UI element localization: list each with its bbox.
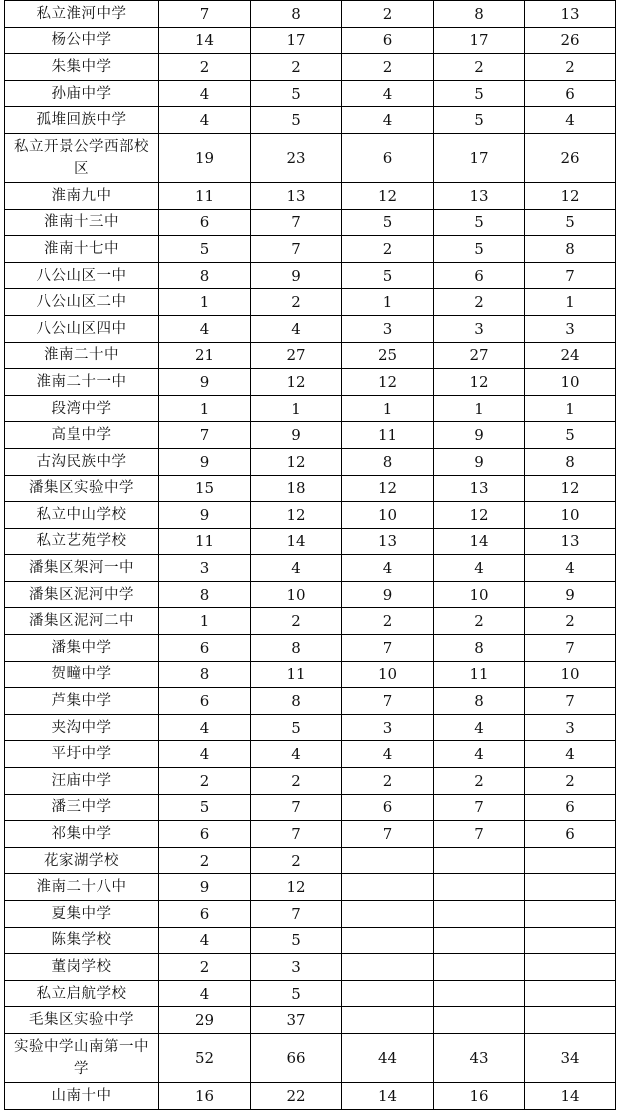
value-cell-col1: 9 (159, 448, 251, 475)
value-cell-col1: 2 (159, 954, 251, 981)
value-cell-col4: 8 (434, 688, 525, 715)
table-row (5, 475, 616, 502)
value-cell-col3: 6 (342, 794, 434, 821)
table-row (5, 794, 616, 821)
value-cell-col2: 4 (251, 555, 342, 582)
school-name-cell: 高皇中学 (5, 422, 159, 449)
value-cell-col2: 9 (251, 262, 342, 289)
value-cell-col1: 16 (159, 1082, 251, 1109)
table-row (5, 369, 616, 396)
table-row (5, 874, 616, 901)
value-cell-col1: 21 (159, 342, 251, 369)
value-cell-col3: 5 (342, 262, 434, 289)
value-cell-col3: 2 (342, 236, 434, 263)
value-cell-col2: 5 (251, 927, 342, 954)
value-cell-col3: 2 (342, 1, 434, 28)
value-cell-col3: 2 (342, 768, 434, 795)
value-cell-col3 (342, 847, 434, 874)
school-name-cell: 毛集区实验中学 (5, 1007, 159, 1034)
table-row (5, 980, 616, 1007)
value-cell-col5: 7 (525, 262, 616, 289)
value-cell-col5: 12 (525, 475, 616, 502)
value-cell-col2: 13 (251, 182, 342, 209)
value-cell-col3: 12 (342, 182, 434, 209)
value-cell-col4: 10 (434, 581, 525, 608)
value-cell-col3: 10 (342, 502, 434, 529)
table-row (5, 448, 616, 475)
value-cell-col4: 16 (434, 1082, 525, 1109)
value-cell-col1: 14 (159, 27, 251, 54)
value-cell-col3: 12 (342, 369, 434, 396)
value-cell-col3: 14 (342, 1082, 434, 1109)
value-cell-col5: 4 (525, 107, 616, 134)
value-cell-col1: 4 (159, 315, 251, 342)
value-cell-col4 (434, 874, 525, 901)
table-row (5, 555, 616, 582)
value-cell-col1: 3 (159, 555, 251, 582)
table-row (5, 954, 616, 981)
school-name-cell: 私立启航学校 (5, 980, 159, 1007)
school-name-cell: 八公山区四中 (5, 315, 159, 342)
school-name-cell: 潘三中学 (5, 794, 159, 821)
school-name-cell: 祁集中学 (5, 821, 159, 848)
value-cell-col5: 10 (525, 369, 616, 396)
school-name-cell: 杨公中学 (5, 27, 159, 54)
table-row (5, 209, 616, 236)
table-row (5, 1007, 616, 1034)
value-cell-col4: 11 (434, 661, 525, 688)
school-name-cell: 八公山区二中 (5, 289, 159, 316)
table-row (5, 927, 616, 954)
table-row (5, 236, 616, 263)
value-cell-col5 (525, 901, 616, 928)
table-row (5, 847, 616, 874)
value-cell-col3 (342, 954, 434, 981)
value-cell-col1: 19 (159, 133, 251, 182)
value-cell-col1: 7 (159, 422, 251, 449)
value-cell-col3 (342, 874, 434, 901)
table-row (5, 107, 616, 134)
value-cell-col2: 18 (251, 475, 342, 502)
school-name-cell: 实验中学山南第一中学 (5, 1033, 159, 1082)
value-cell-col1: 9 (159, 874, 251, 901)
value-cell-col5: 4 (525, 555, 616, 582)
value-cell-col4: 8 (434, 1, 525, 28)
value-cell-col3: 7 (342, 821, 434, 848)
value-cell-col2: 12 (251, 874, 342, 901)
value-cell-col1: 2 (159, 847, 251, 874)
value-cell-col4: 4 (434, 741, 525, 768)
value-cell-col5 (525, 847, 616, 874)
table-row (5, 1033, 616, 1082)
value-cell-col2: 17 (251, 27, 342, 54)
value-cell-col5: 4 (525, 741, 616, 768)
school-name-cell: 汪庙中学 (5, 768, 159, 795)
value-cell-col4 (434, 901, 525, 928)
table-row (5, 1082, 616, 1109)
value-cell-col4: 4 (434, 714, 525, 741)
value-cell-col4: 6 (434, 262, 525, 289)
value-cell-col3: 13 (342, 528, 434, 555)
value-cell-col3: 12 (342, 475, 434, 502)
value-cell-col2: 66 (251, 1033, 342, 1082)
value-cell-col1: 1 (159, 608, 251, 635)
school-name-cell: 夹沟中学 (5, 714, 159, 741)
value-cell-col4: 13 (434, 475, 525, 502)
table-row (5, 661, 616, 688)
table-row (5, 821, 616, 848)
value-cell-col3: 8 (342, 448, 434, 475)
school-name-cell: 潘集区实验中学 (5, 475, 159, 502)
school-quota-table (4, 0, 616, 1110)
value-cell-col4 (434, 980, 525, 1007)
school-name-cell: 夏集中学 (5, 901, 159, 928)
value-cell-col1: 29 (159, 1007, 251, 1034)
school-name-cell: 孤堆回族中学 (5, 107, 159, 134)
value-cell-col4: 27 (434, 342, 525, 369)
value-cell-col1: 2 (159, 54, 251, 81)
value-cell-col5: 10 (525, 661, 616, 688)
value-cell-col1: 6 (159, 821, 251, 848)
school-name-cell: 潘集中学 (5, 635, 159, 662)
value-cell-col4: 9 (434, 448, 525, 475)
table-row (5, 768, 616, 795)
value-cell-col5: 9 (525, 581, 616, 608)
school-name-cell: 淮南十三中 (5, 209, 159, 236)
value-cell-col4: 17 (434, 133, 525, 182)
value-cell-col4: 1 (434, 395, 525, 422)
value-cell-col3: 6 (342, 27, 434, 54)
value-cell-col1: 6 (159, 209, 251, 236)
school-name-cell: 淮南二十一中 (5, 369, 159, 396)
table-row (5, 289, 616, 316)
school-name-cell: 私立中山学校 (5, 502, 159, 529)
table-row (5, 182, 616, 209)
value-cell-col3: 4 (342, 555, 434, 582)
table-row (5, 262, 616, 289)
school-table-container (4, 0, 615, 1110)
value-cell-col2: 27 (251, 342, 342, 369)
value-cell-col1: 52 (159, 1033, 251, 1082)
value-cell-col4: 14 (434, 528, 525, 555)
school-name-cell: 陈集学校 (5, 927, 159, 954)
school-name-cell: 段湾中学 (5, 395, 159, 422)
value-cell-col4: 2 (434, 608, 525, 635)
value-cell-col2: 7 (251, 794, 342, 821)
school-name-cell: 潘集区架河一中 (5, 555, 159, 582)
value-cell-col5: 34 (525, 1033, 616, 1082)
value-cell-col1: 4 (159, 107, 251, 134)
value-cell-col2: 1 (251, 395, 342, 422)
value-cell-col4: 5 (434, 107, 525, 134)
value-cell-col5: 12 (525, 182, 616, 209)
table-row (5, 714, 616, 741)
value-cell-col1: 1 (159, 289, 251, 316)
school-name-cell: 私立开景公学西部校区 (5, 133, 159, 182)
value-cell-col5: 5 (525, 422, 616, 449)
value-cell-col1: 4 (159, 80, 251, 107)
value-cell-col2: 12 (251, 369, 342, 396)
value-cell-col4: 2 (434, 768, 525, 795)
value-cell-col1: 4 (159, 741, 251, 768)
value-cell-col3: 9 (342, 581, 434, 608)
value-cell-col5: 8 (525, 236, 616, 263)
value-cell-col2: 14 (251, 528, 342, 555)
value-cell-col3: 44 (342, 1033, 434, 1082)
value-cell-col2: 22 (251, 1082, 342, 1109)
table-body (5, 1, 616, 1110)
school-name-cell: 花家湖学校 (5, 847, 159, 874)
value-cell-col2: 12 (251, 448, 342, 475)
value-cell-col5: 2 (525, 768, 616, 795)
school-name-cell: 淮南九中 (5, 182, 159, 209)
value-cell-col1: 5 (159, 236, 251, 263)
value-cell-col2: 8 (251, 688, 342, 715)
value-cell-col1: 15 (159, 475, 251, 502)
school-name-cell: 淮南十七中 (5, 236, 159, 263)
value-cell-col1: 4 (159, 927, 251, 954)
value-cell-col5: 1 (525, 289, 616, 316)
table-row (5, 395, 616, 422)
value-cell-col1: 2 (159, 768, 251, 795)
value-cell-col2: 23 (251, 133, 342, 182)
school-name-cell: 孙庙中学 (5, 80, 159, 107)
school-name-cell: 山南十中 (5, 1082, 159, 1109)
value-cell-col4: 5 (434, 209, 525, 236)
value-cell-col2: 5 (251, 980, 342, 1007)
value-cell-col2: 7 (251, 901, 342, 928)
value-cell-col5: 6 (525, 794, 616, 821)
school-name-cell: 平圩中学 (5, 741, 159, 768)
value-cell-col3: 4 (342, 741, 434, 768)
value-cell-col5: 7 (525, 688, 616, 715)
value-cell-col3 (342, 980, 434, 1007)
value-cell-col5 (525, 1007, 616, 1034)
value-cell-col1: 8 (159, 661, 251, 688)
value-cell-col3: 25 (342, 342, 434, 369)
value-cell-col1: 9 (159, 369, 251, 396)
table-row (5, 315, 616, 342)
value-cell-col5: 10 (525, 502, 616, 529)
value-cell-col1: 8 (159, 262, 251, 289)
value-cell-col4: 8 (434, 635, 525, 662)
value-cell-col4: 9 (434, 422, 525, 449)
value-cell-col3: 3 (342, 315, 434, 342)
table-row (5, 901, 616, 928)
value-cell-col4: 4 (434, 555, 525, 582)
school-name-cell: 朱集中学 (5, 54, 159, 81)
value-cell-col5: 7 (525, 635, 616, 662)
value-cell-col3: 2 (342, 608, 434, 635)
value-cell-col3: 1 (342, 289, 434, 316)
value-cell-col2: 2 (251, 54, 342, 81)
value-cell-col3: 5 (342, 209, 434, 236)
value-cell-col4: 2 (434, 54, 525, 81)
value-cell-col2: 10 (251, 581, 342, 608)
value-cell-col5: 8 (525, 448, 616, 475)
value-cell-col5: 24 (525, 342, 616, 369)
school-name-cell: 潘集区泥河中学 (5, 581, 159, 608)
value-cell-col4: 5 (434, 236, 525, 263)
value-cell-col3 (342, 927, 434, 954)
value-cell-col2: 3 (251, 954, 342, 981)
value-cell-col5 (525, 874, 616, 901)
value-cell-col5: 2 (525, 608, 616, 635)
value-cell-col1: 11 (159, 182, 251, 209)
value-cell-col4: 43 (434, 1033, 525, 1082)
value-cell-col1: 6 (159, 635, 251, 662)
value-cell-col1: 6 (159, 901, 251, 928)
table-row (5, 581, 616, 608)
value-cell-col4 (434, 1007, 525, 1034)
table-row (5, 608, 616, 635)
value-cell-col2: 4 (251, 741, 342, 768)
value-cell-col3: 10 (342, 661, 434, 688)
value-cell-col3: 2 (342, 54, 434, 81)
value-cell-col2: 7 (251, 236, 342, 263)
value-cell-col3 (342, 901, 434, 928)
value-cell-col3: 3 (342, 714, 434, 741)
table-row (5, 27, 616, 54)
value-cell-col4 (434, 954, 525, 981)
value-cell-col1: 6 (159, 688, 251, 715)
value-cell-col5: 26 (525, 133, 616, 182)
value-cell-col1: 7 (159, 1, 251, 28)
school-name-cell: 淮南二十八中 (5, 874, 159, 901)
value-cell-col2: 5 (251, 714, 342, 741)
value-cell-col5: 6 (525, 80, 616, 107)
value-cell-col5 (525, 980, 616, 1007)
table-row (5, 688, 616, 715)
value-cell-col1: 4 (159, 714, 251, 741)
value-cell-col3 (342, 1007, 434, 1034)
value-cell-col4 (434, 927, 525, 954)
value-cell-col5: 14 (525, 1082, 616, 1109)
school-name-cell: 古沟民族中学 (5, 448, 159, 475)
value-cell-col2: 4 (251, 315, 342, 342)
table-row (5, 133, 616, 182)
value-cell-col4: 3 (434, 315, 525, 342)
value-cell-col5: 13 (525, 528, 616, 555)
value-cell-col3: 7 (342, 688, 434, 715)
value-cell-col2: 5 (251, 107, 342, 134)
school-name-cell: 潘集区泥河二中 (5, 608, 159, 635)
value-cell-col3: 11 (342, 422, 434, 449)
table-row (5, 342, 616, 369)
value-cell-col5 (525, 927, 616, 954)
value-cell-col5: 3 (525, 714, 616, 741)
table-row (5, 1, 616, 28)
table-row (5, 528, 616, 555)
value-cell-col5: 1 (525, 395, 616, 422)
value-cell-col4: 13 (434, 182, 525, 209)
school-name-cell: 贺疃中学 (5, 661, 159, 688)
value-cell-col2: 12 (251, 502, 342, 529)
value-cell-col2: 2 (251, 847, 342, 874)
table-row (5, 54, 616, 81)
value-cell-col3: 1 (342, 395, 434, 422)
value-cell-col2: 2 (251, 768, 342, 795)
table-row (5, 80, 616, 107)
value-cell-col2: 8 (251, 635, 342, 662)
value-cell-col1: 4 (159, 980, 251, 1007)
value-cell-col3: 4 (342, 107, 434, 134)
value-cell-col3: 4 (342, 80, 434, 107)
value-cell-col5: 2 (525, 54, 616, 81)
value-cell-col5: 5 (525, 209, 616, 236)
value-cell-col2: 2 (251, 608, 342, 635)
value-cell-col1: 8 (159, 581, 251, 608)
value-cell-col2: 7 (251, 209, 342, 236)
value-cell-col1: 9 (159, 502, 251, 529)
value-cell-col1: 1 (159, 395, 251, 422)
school-name-cell: 私立淮河中学 (5, 1, 159, 28)
value-cell-col5: 26 (525, 27, 616, 54)
value-cell-col2: 11 (251, 661, 342, 688)
value-cell-col5: 3 (525, 315, 616, 342)
value-cell-col4 (434, 847, 525, 874)
table-row (5, 502, 616, 529)
value-cell-col4: 5 (434, 80, 525, 107)
value-cell-col3: 7 (342, 635, 434, 662)
value-cell-col4: 12 (434, 369, 525, 396)
school-name-cell: 董岗学校 (5, 954, 159, 981)
value-cell-col4: 7 (434, 821, 525, 848)
table-row (5, 422, 616, 449)
school-name-cell: 芦集中学 (5, 688, 159, 715)
value-cell-col2: 2 (251, 289, 342, 316)
value-cell-col1: 5 (159, 794, 251, 821)
value-cell-col4: 12 (434, 502, 525, 529)
value-cell-col3: 6 (342, 133, 434, 182)
value-cell-col2: 9 (251, 422, 342, 449)
school-name-cell: 淮南二十中 (5, 342, 159, 369)
value-cell-col4: 2 (434, 289, 525, 316)
value-cell-col2: 5 (251, 80, 342, 107)
value-cell-col2: 37 (251, 1007, 342, 1034)
value-cell-col2: 8 (251, 1, 342, 28)
value-cell-col1: 11 (159, 528, 251, 555)
value-cell-col5: 6 (525, 821, 616, 848)
table-row (5, 635, 616, 662)
value-cell-col4: 7 (434, 794, 525, 821)
table-row (5, 741, 616, 768)
value-cell-col5: 13 (525, 1, 616, 28)
value-cell-col4: 17 (434, 27, 525, 54)
value-cell-col5 (525, 954, 616, 981)
school-name-cell: 私立艺苑学校 (5, 528, 159, 555)
value-cell-col2: 7 (251, 821, 342, 848)
school-name-cell: 八公山区一中 (5, 262, 159, 289)
